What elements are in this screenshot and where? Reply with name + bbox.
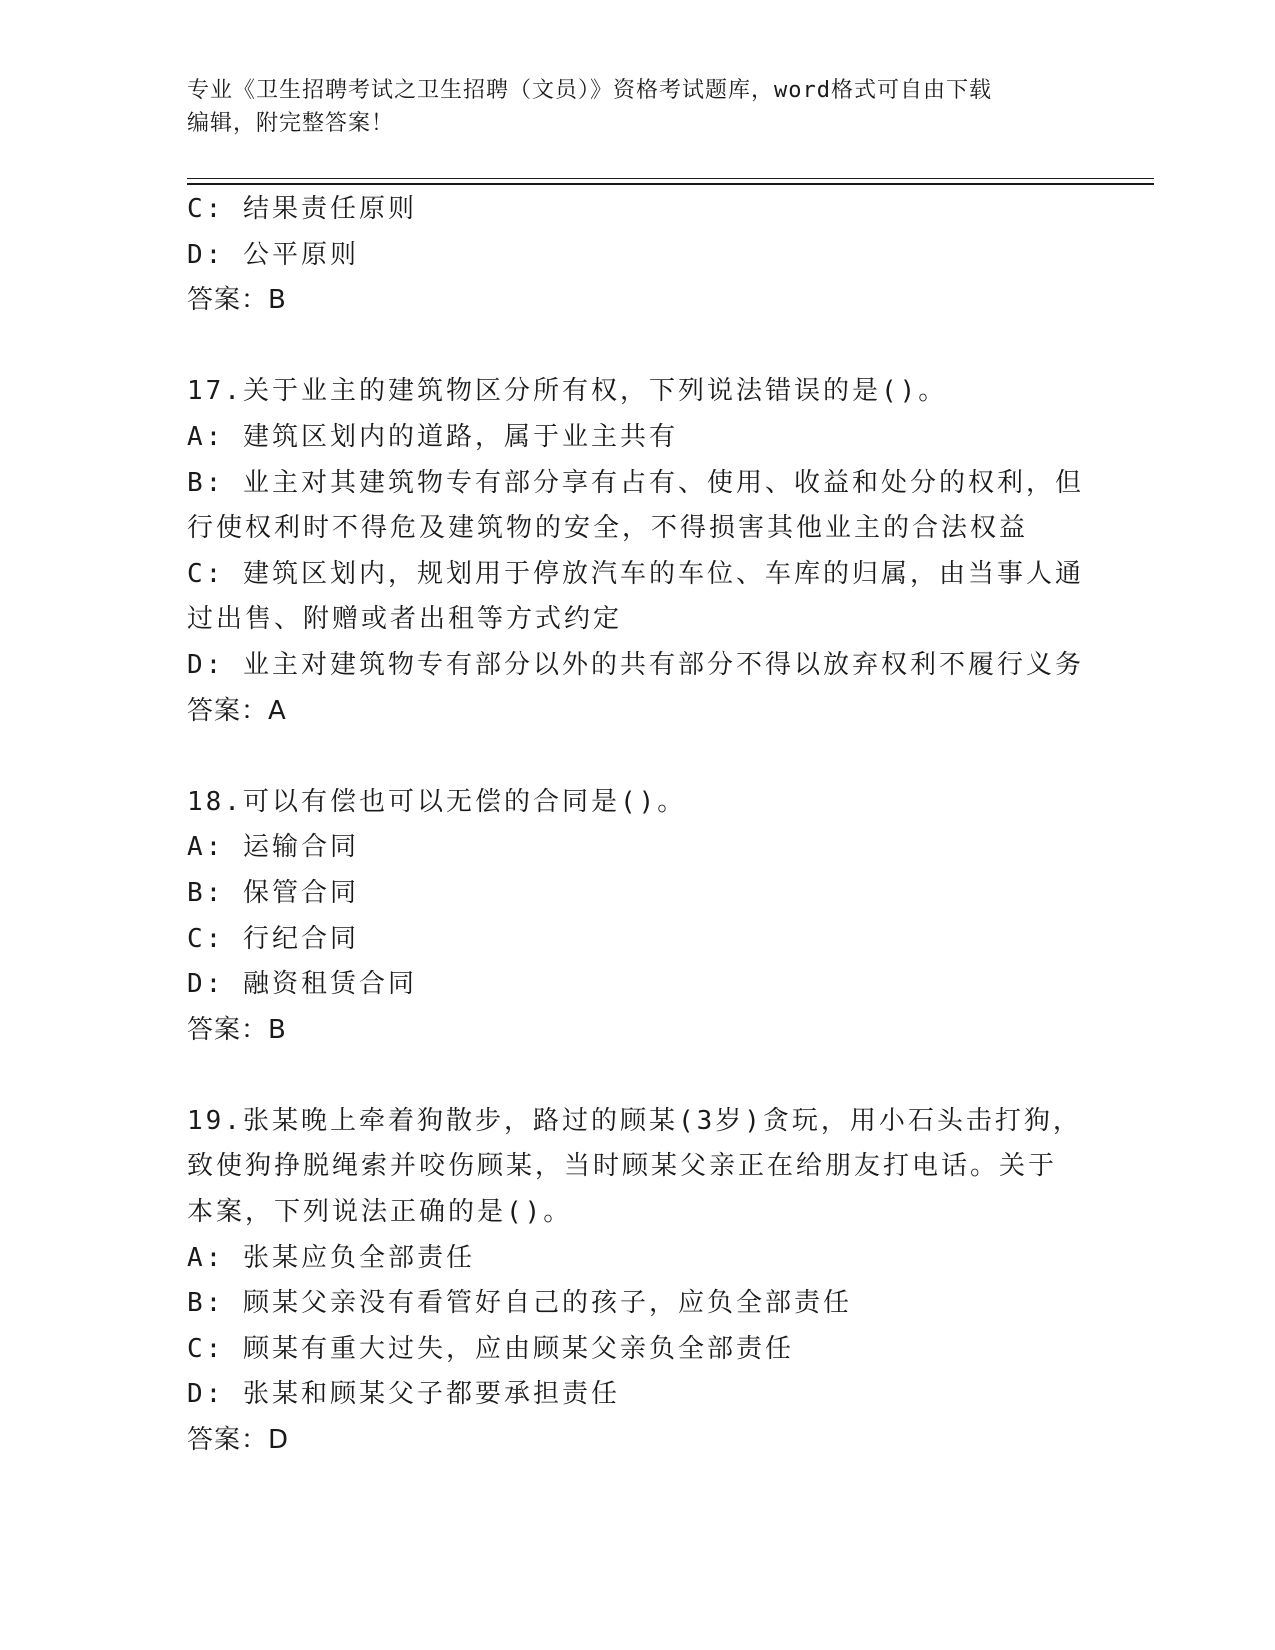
question-stem-continued: 致使狗挣脱绳索并咬伤顾某，当时顾某父亲正在给朋友打电话。关于: [187, 1151, 1058, 1182]
question-stem-continued: 本案，下列说法正确的是()。: [187, 1197, 573, 1228]
option-c: C: 结果责任原则: [187, 194, 417, 224]
option-c: C: 行纪合同: [187, 923, 359, 954]
answer: 答案：B: [187, 285, 287, 316]
option-b-continued: 行使权利时不得危及建筑物的安全，不得损害其他业主的合法权益: [187, 513, 1029, 544]
option-b: B: 保管合同: [187, 877, 359, 908]
header-divider-thick: [187, 183, 1154, 185]
option-a: A: 运输合同: [187, 832, 359, 863]
option-c: C: 顾某有重大过失，应由顾某父亲负全部责任: [187, 1333, 794, 1364]
option-d: D: 张某和顾某父子都要承担责任: [187, 1379, 620, 1410]
option-d: D: 融资租赁合同: [187, 969, 417, 1000]
header-line-2: 编辑，附完整答案！: [187, 111, 395, 136]
option-a: A: 张某应负全部责任: [187, 1242, 475, 1273]
answer: 答案：B: [187, 1014, 287, 1045]
answer: 答案：A: [187, 695, 287, 726]
option-d: D: 公平原则: [187, 239, 359, 270]
option-d: D: 业主对建筑物专有部分以外的共有部分不得以放弃权利不履行义务: [187, 649, 1084, 680]
header-line-1: 专业《卫生招聘考试之卫生招聘（文员）》资格考试题库，word格式可自由下载: [187, 78, 992, 103]
option-a: A: 建筑区划内的道路，属于业主共有: [187, 421, 678, 452]
question-stem: 18.可以有偿也可以无偿的合同是()。: [187, 786, 687, 817]
question-17: [187, 369, 1087, 734]
question-stem: 19.张某晚上牵着狗散步，路过的顾某(3岁)贪玩，用小石头击打狗，: [187, 1105, 1082, 1136]
question-19: [187, 1099, 1087, 1464]
answer: 答案：D: [187, 1425, 290, 1456]
question-list: [187, 187, 1087, 1509]
question-stem: 17.关于业主的建筑物区分所有权，下列说法错误的是()。: [187, 376, 948, 407]
question-18: [187, 780, 1087, 1054]
option-c: C: 建筑区划内，规划用于停放汽车的车位、车库的归属，由当事人通: [187, 558, 1084, 589]
option-c-continued: 过出售、附赠或者出租等方式约定: [187, 604, 623, 635]
question-16: [187, 187, 1087, 324]
header-divider-thin: [187, 178, 1154, 179]
option-b: B: 顾某父亲没有看管好自己的孩子，应负全部责任: [187, 1288, 852, 1319]
option-b: B: 业主对其建筑物专有部分享有占有、使用、收益和处分的权利，但: [187, 467, 1084, 498]
page-header: [187, 74, 1087, 140]
